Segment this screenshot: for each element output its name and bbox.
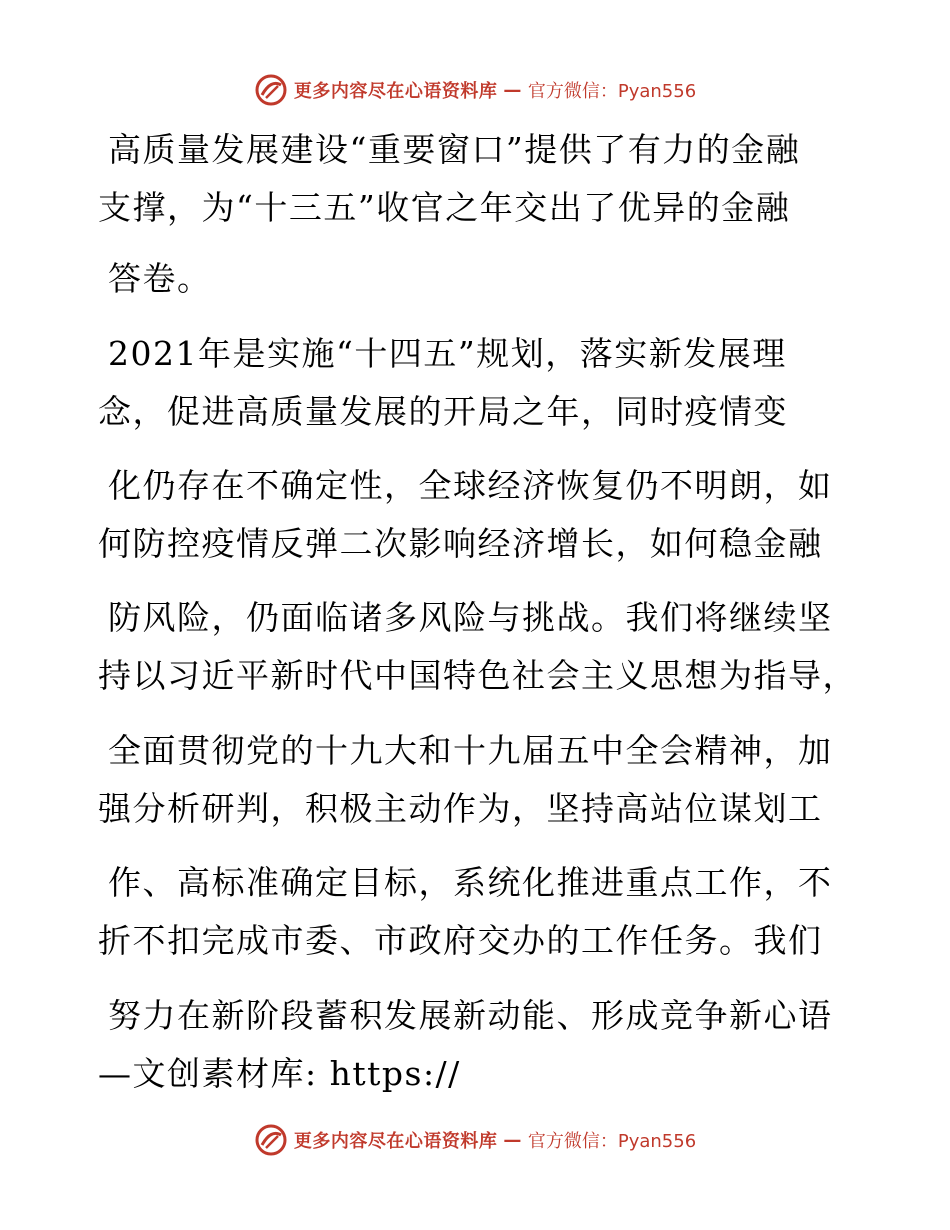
text-line: 念，促进高质量发展的开局之年，同时疫情变 [98,392,788,431]
text-line: 答卷。 [108,259,212,298]
brand-logo-icon [254,1123,288,1157]
watermark-separator: — [503,1129,522,1151]
text-line: 折不扣完成市委、市政府交办的工作任务。我们 [98,921,823,960]
footer-watermark [0,1120,950,1160]
watermark-separator: — [503,79,522,101]
text-line: 高质量发展建设“重要窗口”提供了有力的金融 [108,130,801,169]
text-line: —文创素材库: https:// [98,1054,461,1093]
text-line: 支撑，为“十三五”收官之年交出了优异的金融 [98,188,791,227]
text-line: 持以习近平新时代中国特色社会主义思想为指导， [98,656,857,695]
watermark-brand: 更多内容尽在心语资料库 [293,1131,498,1152]
watermark-brand: 更多内容尽在心语资料库 [293,81,498,102]
text-line: 作、高标准确定目标，系统化推进重点工作，不 [108,863,833,902]
watermark-contact: 官方微信：Pyan556 [527,1131,697,1152]
text-line: 全面贯彻党的十九大和十九届五中全会精神，加 [108,731,833,770]
watermark-contact: 官方微信：Pyan556 [527,81,697,102]
text-line: 强分析研判，积极主动作为，坚持高站位谋划工 [98,789,823,828]
text-line: 何防控疫情反弹二次影响经济增长，如何稳金融 [98,524,823,563]
text-line: 防风险，仍面临诸多风险与挑战。我们将继续坚 [108,598,833,637]
text-line: 化仍存在不确定性，全球经济恢复仍不明朗，如 [108,466,833,505]
text-line: 努力在新阶段蓄积发展新动能、形成竞争新心语 [108,996,833,1035]
text-line: 2021年是实施“十四五”规划，落实新发展理 [108,334,787,373]
